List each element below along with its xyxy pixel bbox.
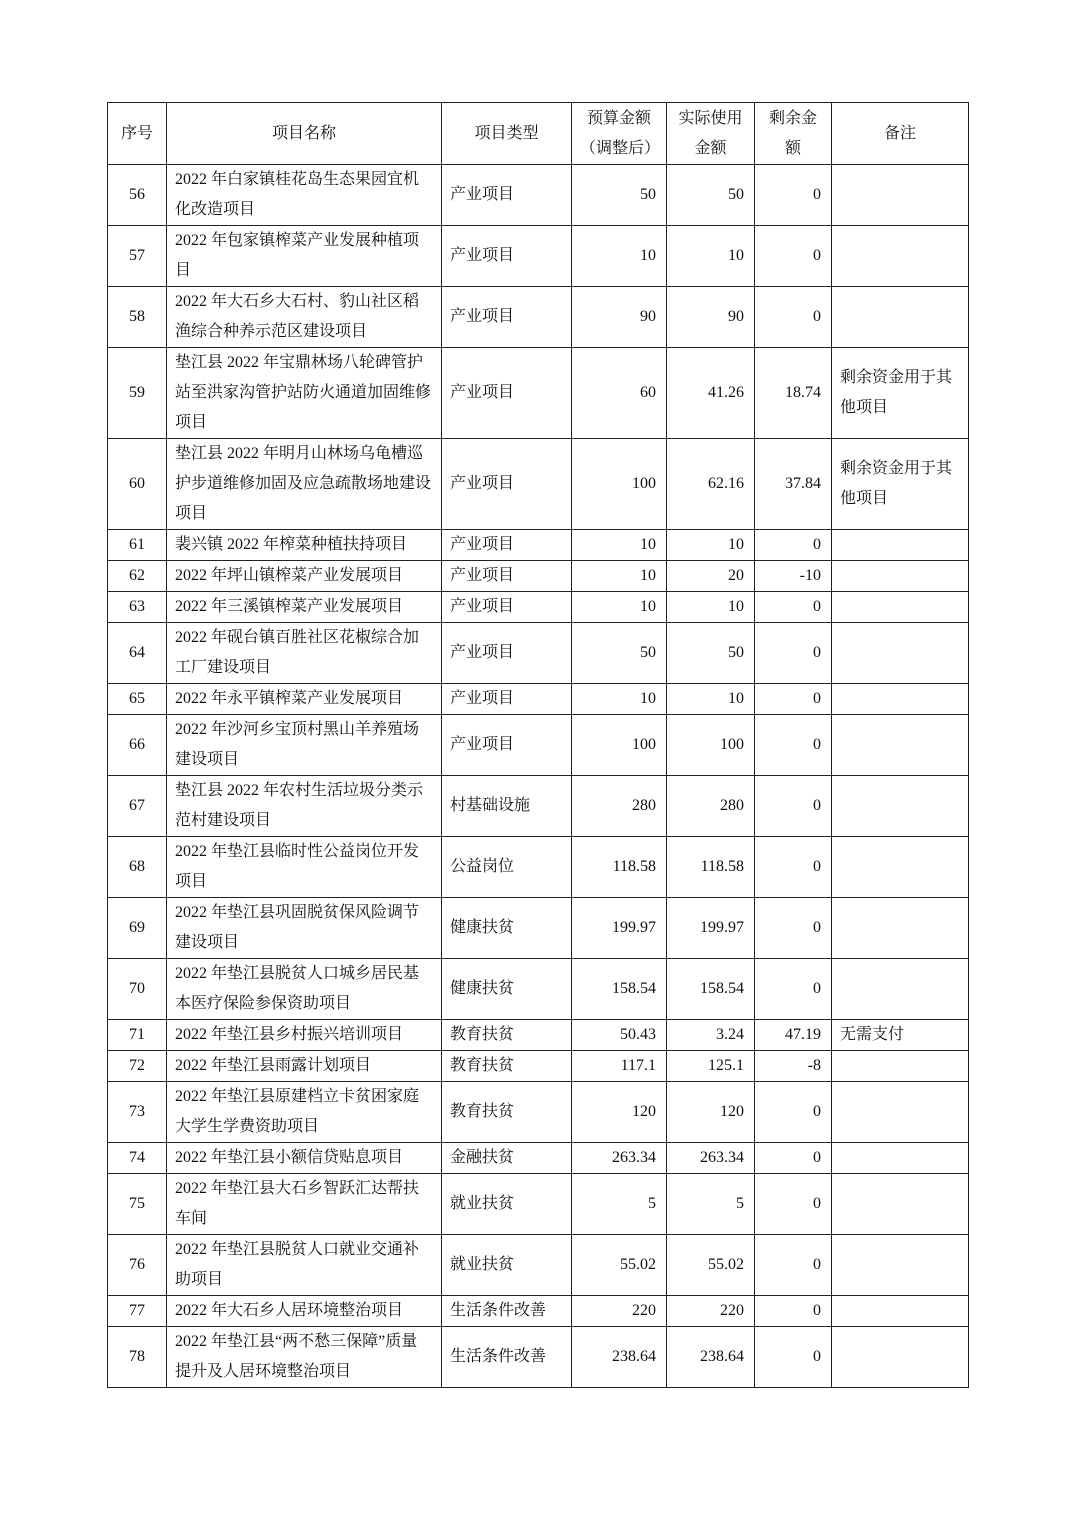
remark-cell <box>832 226 969 287</box>
actual-amount-cell: 100 <box>667 715 755 776</box>
row-number-cell: 78 <box>108 1327 167 1388</box>
actual-amount-cell: 118.58 <box>667 837 755 898</box>
row-number-cell: 71 <box>108 1020 167 1051</box>
header-actual-line1: 实际使用 <box>678 109 743 127</box>
header-remain <box>755 103 832 165</box>
table-row <box>108 1174 969 1235</box>
header-remain-line2: 额 <box>784 139 801 157</box>
actual-amount-cell: 158.54 <box>667 959 755 1020</box>
remark-cell <box>832 837 969 898</box>
project-fund-table <box>107 102 969 1388</box>
table-row <box>108 623 969 684</box>
remaining-amount-cell: 47.19 <box>755 1020 832 1051</box>
project-name-cell: 2022 年垫江县原建档立卡贫困家庭大学生学费资助项目 <box>167 1082 442 1143</box>
remark-cell <box>832 776 969 837</box>
project-type-cell: 产业项目 <box>442 348 572 439</box>
remark-cell <box>832 1235 969 1296</box>
actual-amount-cell: 20 <box>667 561 755 592</box>
project-name-cell: 2022 年垫江县大石乡智跃汇达帮扶车间 <box>167 1174 442 1235</box>
project-type-cell: 金融扶贫 <box>442 1143 572 1174</box>
table-row <box>108 165 969 226</box>
header-no: 序号 <box>108 103 167 165</box>
remark-cell: 无需支付 <box>832 1020 969 1051</box>
project-type-cell: 产业项目 <box>442 530 572 561</box>
remark-cell <box>832 715 969 776</box>
remark-cell <box>832 684 969 715</box>
project-name-cell: 2022 年沙河乡宝顶村黑山羊养殖场建设项目 <box>167 715 442 776</box>
project-type-cell: 产业项目 <box>442 165 572 226</box>
project-name-cell: 2022 年垫江县临时性公益岗位开发项目 <box>167 837 442 898</box>
row-number-cell: 58 <box>108 287 167 348</box>
remark-cell <box>832 623 969 684</box>
project-type-cell: 村基础设施 <box>442 776 572 837</box>
budget-amount-cell: 10 <box>572 592 667 623</box>
actual-amount-cell: 5 <box>667 1174 755 1235</box>
project-name-cell: 2022 年垫江县小额信贷贴息项目 <box>167 1143 442 1174</box>
budget-amount-cell: 118.58 <box>572 837 667 898</box>
actual-amount-cell: 41.26 <box>667 348 755 439</box>
table-row <box>108 1235 969 1296</box>
remaining-amount-cell: 0 <box>755 1327 832 1388</box>
table-row <box>108 348 969 439</box>
actual-amount-cell: 280 <box>667 776 755 837</box>
budget-amount-cell: 158.54 <box>572 959 667 1020</box>
budget-amount-cell: 50.43 <box>572 1020 667 1051</box>
row-number-cell: 75 <box>108 1174 167 1235</box>
project-name-cell: 垫江县 2022 年宝鼎林场八轮碑管护站至洪家沟管护站防火通道加固维修项目 <box>167 348 442 439</box>
actual-amount-cell: 120 <box>667 1082 755 1143</box>
project-type-cell: 健康扶贫 <box>442 959 572 1020</box>
project-name-cell: 垫江县 2022 年明月山林场乌龟槽巡护步道维修加固及应急疏散场地建设项目 <box>167 439 442 530</box>
actual-amount-cell: 10 <box>667 530 755 561</box>
actual-amount-cell: 50 <box>667 165 755 226</box>
project-name-cell: 2022 年垫江县巩固脱贫保风险调节建设项目 <box>167 898 442 959</box>
row-number-cell: 66 <box>108 715 167 776</box>
remark-cell: 剩余资金用于其他项目 <box>832 439 969 530</box>
remark-cell <box>832 1051 969 1082</box>
remark-cell <box>832 898 969 959</box>
project-type-cell: 就业扶贫 <box>442 1235 572 1296</box>
budget-amount-cell: 280 <box>572 776 667 837</box>
row-number-cell: 69 <box>108 898 167 959</box>
actual-amount-cell: 125.1 <box>667 1051 755 1082</box>
budget-amount-cell: 263.34 <box>572 1143 667 1174</box>
project-type-cell: 教育扶贫 <box>442 1051 572 1082</box>
remaining-amount-cell: 0 <box>755 226 832 287</box>
remaining-amount-cell: 37.84 <box>755 439 832 530</box>
table-row <box>108 1020 969 1051</box>
row-number-cell: 62 <box>108 561 167 592</box>
project-type-cell: 产业项目 <box>442 715 572 776</box>
remaining-amount-cell: 0 <box>755 684 832 715</box>
budget-amount-cell: 50 <box>572 165 667 226</box>
project-name-cell: 2022 年垫江县脱贫人口城乡居民基本医疗保险参保资助项目 <box>167 959 442 1020</box>
project-name-cell: 2022 年垫江县脱贫人口就业交通补助项目 <box>167 1235 442 1296</box>
budget-amount-cell: 50 <box>572 623 667 684</box>
budget-amount-cell: 10 <box>572 530 667 561</box>
row-number-cell: 73 <box>108 1082 167 1143</box>
budget-amount-cell: 10 <box>572 684 667 715</box>
table-row <box>108 1051 969 1082</box>
row-number-cell: 63 <box>108 592 167 623</box>
remaining-amount-cell: -10 <box>755 561 832 592</box>
remaining-amount-cell: 0 <box>755 623 832 684</box>
table-row <box>108 439 969 530</box>
row-number-cell: 60 <box>108 439 167 530</box>
row-number-cell: 68 <box>108 837 167 898</box>
row-number-cell: 57 <box>108 226 167 287</box>
project-name-cell: 垫江县 2022 年农村生活垃圾分类示范村建设项目 <box>167 776 442 837</box>
project-name-cell: 2022 年大石乡大石村、豹山社区稻渔综合种养示范区建设项目 <box>167 287 442 348</box>
header-actual <box>667 103 755 165</box>
budget-amount-cell: 5 <box>572 1174 667 1235</box>
table-row <box>108 1082 969 1143</box>
remark-cell <box>832 1174 969 1235</box>
row-number-cell: 77 <box>108 1296 167 1327</box>
project-name-cell: 裴兴镇 2022 年榨菜种植扶持项目 <box>167 530 442 561</box>
budget-amount-cell: 199.97 <box>572 898 667 959</box>
project-type-cell: 生活条件改善 <box>442 1327 572 1388</box>
project-name-cell: 2022 年垫江县“两不愁三保障”质量提升及人居环境整治项目 <box>167 1327 442 1388</box>
remark-cell <box>832 1143 969 1174</box>
budget-amount-cell: 100 <box>572 439 667 530</box>
remaining-amount-cell: 0 <box>755 287 832 348</box>
header-budget <box>572 103 667 165</box>
header-remain-line1: 剩余金 <box>768 109 817 127</box>
remaining-amount-cell: 0 <box>755 592 832 623</box>
remaining-amount-cell: 0 <box>755 959 832 1020</box>
header-budget-line1: 预算金额 <box>586 109 651 127</box>
actual-amount-cell: 50 <box>667 623 755 684</box>
project-type-cell: 健康扶贫 <box>442 898 572 959</box>
actual-amount-cell: 55.02 <box>667 1235 755 1296</box>
actual-amount-cell: 3.24 <box>667 1020 755 1051</box>
table-row <box>108 287 969 348</box>
budget-amount-cell: 10 <box>572 561 667 592</box>
table-row <box>108 776 969 837</box>
project-name-cell: 2022 年包家镇榨菜产业发展种植项目 <box>167 226 442 287</box>
header-actual-line2: 金额 <box>694 139 727 157</box>
table-row <box>108 837 969 898</box>
header-name: 项目名称 <box>167 103 442 165</box>
remark-cell <box>832 1296 969 1327</box>
table-row <box>108 684 969 715</box>
budget-amount-cell: 238.64 <box>572 1327 667 1388</box>
project-type-cell: 产业项目 <box>442 439 572 530</box>
actual-amount-cell: 90 <box>667 287 755 348</box>
remaining-amount-cell: 0 <box>755 530 832 561</box>
table-row <box>108 530 969 561</box>
remaining-amount-cell: -8 <box>755 1051 832 1082</box>
remark-cell <box>832 287 969 348</box>
header-note: 备注 <box>832 103 969 165</box>
header-budget-line2: （调整后） <box>580 139 661 157</box>
actual-amount-cell: 220 <box>667 1296 755 1327</box>
remark-cell <box>832 1327 969 1388</box>
project-name-cell: 2022 年坪山镇榨菜产业发展项目 <box>167 561 442 592</box>
table-header-row <box>108 103 969 165</box>
remaining-amount-cell: 0 <box>755 837 832 898</box>
table-row <box>108 959 969 1020</box>
remark-cell <box>832 165 969 226</box>
row-number-cell: 72 <box>108 1051 167 1082</box>
actual-amount-cell: 10 <box>667 226 755 287</box>
actual-amount-cell: 62.16 <box>667 439 755 530</box>
remaining-amount-cell: 0 <box>755 1296 832 1327</box>
actual-amount-cell: 199.97 <box>667 898 755 959</box>
project-type-cell: 产业项目 <box>442 287 572 348</box>
row-number-cell: 61 <box>108 530 167 561</box>
project-name-cell: 2022 年垫江县雨露计划项目 <box>167 1051 442 1082</box>
remaining-amount-cell: 0 <box>755 165 832 226</box>
budget-amount-cell: 10 <box>572 226 667 287</box>
table-row <box>108 898 969 959</box>
project-type-cell: 教育扶贫 <box>442 1020 572 1051</box>
remaining-amount-cell: 0 <box>755 898 832 959</box>
project-type-cell: 生活条件改善 <box>442 1296 572 1327</box>
row-number-cell: 65 <box>108 684 167 715</box>
budget-amount-cell: 100 <box>572 715 667 776</box>
remaining-amount-cell: 0 <box>755 1082 832 1143</box>
budget-amount-cell: 90 <box>572 287 667 348</box>
project-name-cell: 2022 年砚台镇百胜社区花椒综合加工厂建设项目 <box>167 623 442 684</box>
budget-amount-cell: 60 <box>572 348 667 439</box>
remark-cell <box>832 1082 969 1143</box>
table-row <box>108 226 969 287</box>
remaining-amount-cell: 0 <box>755 1235 832 1296</box>
actual-amount-cell: 238.64 <box>667 1327 755 1388</box>
row-number-cell: 70 <box>108 959 167 1020</box>
table-row <box>108 715 969 776</box>
budget-amount-cell: 120 <box>572 1082 667 1143</box>
project-name-cell: 2022 年大石乡人居环境整治项目 <box>167 1296 442 1327</box>
remaining-amount-cell: 18.74 <box>755 348 832 439</box>
project-type-cell: 公益岗位 <box>442 837 572 898</box>
project-type-cell: 就业扶贫 <box>442 1174 572 1235</box>
remaining-amount-cell: 0 <box>755 1174 832 1235</box>
budget-amount-cell: 220 <box>572 1296 667 1327</box>
actual-amount-cell: 10 <box>667 684 755 715</box>
budget-amount-cell: 55.02 <box>572 1235 667 1296</box>
row-number-cell: 64 <box>108 623 167 684</box>
actual-amount-cell: 10 <box>667 592 755 623</box>
remaining-amount-cell: 0 <box>755 1143 832 1174</box>
table-row <box>108 1296 969 1327</box>
remaining-amount-cell: 0 <box>755 776 832 837</box>
row-number-cell: 74 <box>108 1143 167 1174</box>
table-row <box>108 1143 969 1174</box>
remaining-amount-cell: 0 <box>755 715 832 776</box>
remark-cell <box>832 959 969 1020</box>
table-row <box>108 1327 969 1388</box>
actual-amount-cell: 263.34 <box>667 1143 755 1174</box>
table-body <box>108 165 969 1388</box>
project-type-cell: 产业项目 <box>442 226 572 287</box>
table-row <box>108 561 969 592</box>
remark-cell <box>832 592 969 623</box>
remark-cell: 剩余资金用于其他项目 <box>832 348 969 439</box>
row-number-cell: 76 <box>108 1235 167 1296</box>
header-type: 项目类型 <box>442 103 572 165</box>
row-number-cell: 67 <box>108 776 167 837</box>
table-row <box>108 592 969 623</box>
project-name-cell: 2022 年永平镇榨菜产业发展项目 <box>167 684 442 715</box>
row-number-cell: 59 <box>108 348 167 439</box>
project-name-cell: 2022 年三溪镇榨菜产业发展项目 <box>167 592 442 623</box>
project-type-cell: 产业项目 <box>442 592 572 623</box>
project-type-cell: 产业项目 <box>442 561 572 592</box>
project-type-cell: 教育扶贫 <box>442 1082 572 1143</box>
project-name-cell: 2022 年白家镇桂花岛生态果园宜机化改造项目 <box>167 165 442 226</box>
remark-cell <box>832 530 969 561</box>
project-name-cell: 2022 年垫江县乡村振兴培训项目 <box>167 1020 442 1051</box>
remark-cell <box>832 561 969 592</box>
project-type-cell: 产业项目 <box>442 623 572 684</box>
project-type-cell: 产业项目 <box>442 684 572 715</box>
row-number-cell: 56 <box>108 165 167 226</box>
budget-amount-cell: 117.1 <box>572 1051 667 1082</box>
